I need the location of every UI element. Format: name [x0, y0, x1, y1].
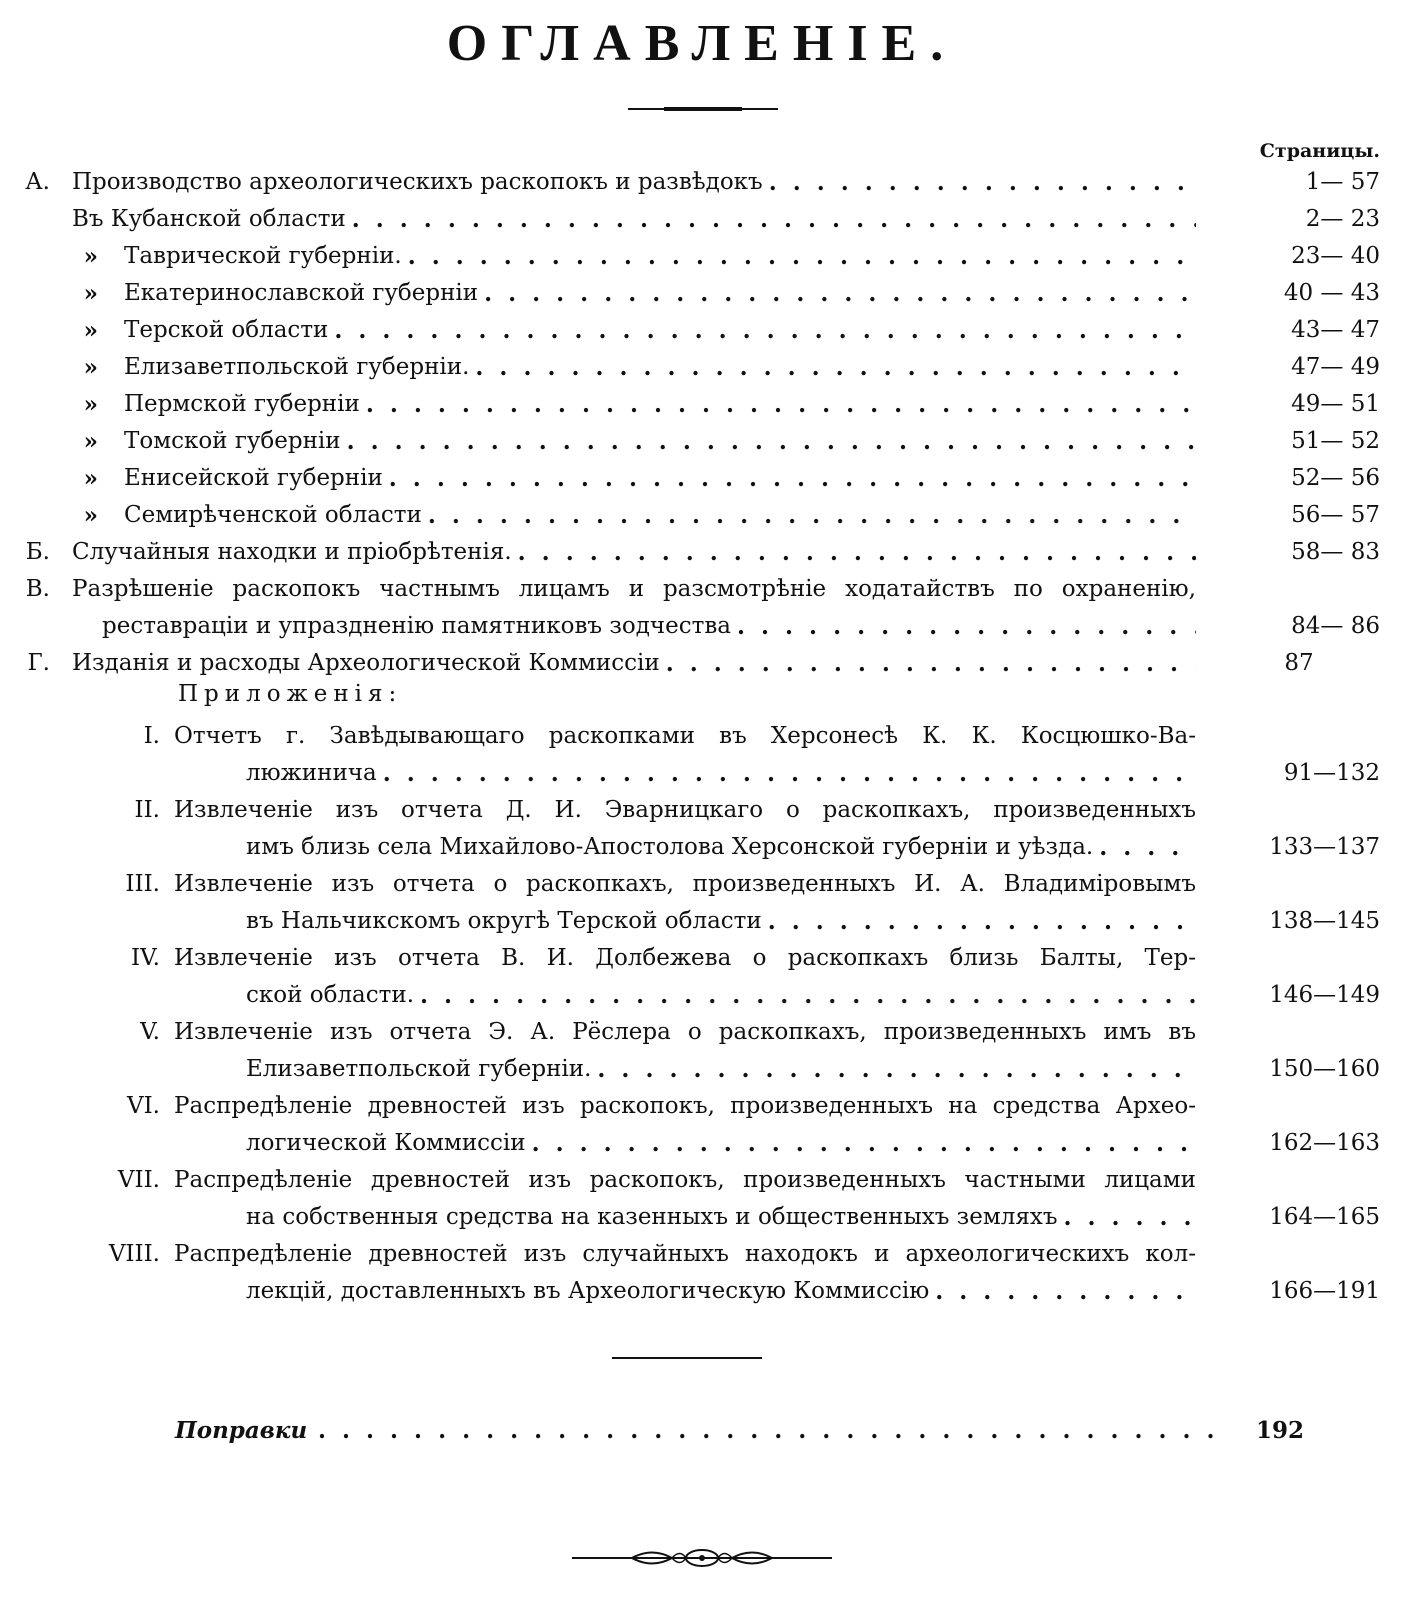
entry-pages: 56— 57: [1291, 502, 1380, 528]
entry-title: ской области.: [246, 982, 415, 1008]
entry-text-wrapper: [72, 571, 1196, 608]
entry-marker: VIII.: [108, 1241, 160, 1267]
toc-line: [0, 1236, 1404, 1273]
ornament-tailpiece: [572, 1545, 832, 1571]
entry-marker: »: [83, 243, 98, 270]
toc-line: [0, 1162, 1404, 1199]
page-title: ОГЛАВЛЕНІЕ.: [446, 15, 958, 72]
entry-text-wrapper: [72, 534, 1196, 571]
entry-title: Извлеченіе изъ отчета о раскопкахъ, произведенныхъ И. А. Владиміровымъ: [174, 871, 1196, 897]
entry-title: Пермской губерніи: [124, 391, 360, 417]
entry-marker: IV.: [131, 945, 160, 971]
toc-line: [0, 718, 1404, 755]
toc-line: [0, 1125, 1404, 1162]
entry-text-wrapper: [124, 497, 1196, 534]
entry-text-wrapper: [124, 238, 1196, 275]
entry-title: Въ Кубанской области: [72, 206, 346, 232]
entry-text-wrapper: [124, 312, 1196, 349]
toc-line: [0, 645, 1404, 682]
entry-title: Отчетъ г. Завѣдывающаго раскопками въ Херсонесѣ К. К. Косцюшко-Ва-: [174, 723, 1196, 749]
toc-line: [0, 423, 1404, 460]
dot-leader: [737, 608, 1196, 645]
toc-line: [0, 1088, 1404, 1125]
toc-line: [0, 608, 1404, 645]
entry-title: Распредѣленіе древностей изъ раскопокъ, произведенныхъ на средства Архео-: [174, 1093, 1196, 1119]
toc-line: [0, 386, 1404, 423]
entry-marker: II.: [134, 797, 160, 823]
entry-pages: 91—132: [1283, 760, 1380, 786]
entry-pages: 150—160: [1269, 1056, 1380, 1082]
entry-text-wrapper: [72, 645, 1196, 682]
entry-text-wrapper: [246, 1051, 1196, 1088]
entry-text-wrapper: [174, 1088, 1196, 1125]
toc-line: [0, 755, 1404, 792]
entry-title: Терской области: [124, 317, 329, 343]
entry-pages: 84— 86: [1291, 613, 1380, 639]
entry-marker: Б.: [25, 539, 50, 565]
entry-title: Извлеченіе изъ отчета Э. А. Рёслера о раскопкахъ, произведенныхъ имъ въ: [174, 1019, 1196, 1045]
entry-title: Екатеринославской губерніи: [124, 280, 479, 306]
entry-pages: 87: [1284, 650, 1314, 676]
entry-title: Извлеченіе изъ отчета Д. И. Эварницкаго о раскопкахъ, произведенныхъ: [174, 797, 1196, 823]
entry-marker: А.: [25, 169, 50, 195]
entry-pages: 1— 57: [1305, 169, 1380, 195]
dot-leader: [484, 275, 1196, 312]
dot-leader: [475, 349, 1196, 386]
entry-pages: 166—191: [1269, 1278, 1380, 1304]
entry-title: Елизаветпольской губерніи.: [246, 1056, 592, 1082]
entry-text-wrapper: [174, 866, 1196, 903]
entry-pages: 51— 52: [1291, 428, 1380, 454]
entry-text-wrapper: [124, 423, 1196, 460]
entry-text-wrapper: [124, 349, 1196, 386]
entry-text-wrapper: [246, 977, 1196, 1014]
entry-title: Распредѣленіе древностей изъ раскопокъ, произведенныхъ частными лицами: [174, 1167, 1196, 1193]
entry-title: Семирѣченской области: [124, 502, 422, 528]
dot-leader: [389, 460, 1196, 497]
dot-leader: [769, 164, 1196, 201]
entry-text-wrapper: [246, 1125, 1196, 1162]
toc-line: [0, 275, 1404, 312]
dot-leader: [318, 1412, 1218, 1449]
entry-marker: »: [83, 317, 98, 344]
toc-line: [0, 940, 1404, 977]
toc-line: [0, 1014, 1404, 1051]
dot-leader: [1099, 829, 1196, 866]
entry-pages: 23— 40: [1291, 243, 1380, 269]
entry-pages: 40 — 43: [1283, 280, 1380, 306]
entry-pages: 58— 83: [1291, 539, 1380, 565]
dot-leader: [597, 1051, 1196, 1088]
toc-line: [0, 238, 1404, 275]
toc-line: [0, 312, 1404, 349]
entry-marker: III.: [125, 871, 160, 897]
entry-text-wrapper: [174, 792, 1196, 829]
entry-title: Извлеченіе изъ отчета В. И. Долбежева о раскопкахъ близь Балты, Тер-: [174, 945, 1196, 971]
entry-marker: В.: [25, 576, 50, 602]
toc-line: [0, 1199, 1404, 1236]
toc-line: [0, 534, 1404, 571]
entry-pages: 43— 47: [1291, 317, 1380, 343]
entry-title: реставраціи и упраздненію памятниковъ зодчества: [102, 613, 732, 639]
toc-line: [0, 792, 1404, 829]
dot-leader: [935, 1273, 1196, 1310]
entry-pages: 2— 23: [1305, 206, 1380, 232]
entry-text-wrapper: [124, 275, 1196, 312]
dot-leader: [383, 755, 1196, 792]
entry-text-wrapper: [174, 1236, 1196, 1273]
entry-title: Распредѣленіе древностей изъ случайныхъ находокъ и археологическихъ кол-: [174, 1241, 1196, 1267]
entry-marker: V.: [140, 1019, 160, 1045]
dot-leader: [428, 497, 1196, 534]
entry-text-wrapper: [246, 903, 1196, 940]
entry-marker: »: [83, 354, 98, 381]
dot-leader: [420, 977, 1196, 1014]
entry-title: въ Нальчикскомъ округѣ Терской области: [246, 908, 762, 934]
entry-title: Изданія и расходы Археологической Коммиссіи: [72, 650, 660, 676]
entry-text-wrapper: [174, 1014, 1196, 1051]
dot-leader: [532, 1125, 1196, 1162]
entry-pages: 133—137: [1269, 834, 1380, 860]
entry-title: Таврической губерніи.: [124, 243, 402, 269]
corrections-pages: 192: [1255, 1417, 1304, 1444]
entry-title: на собственныя средства на казенныхъ и общественныхъ земляхъ: [246, 1204, 1058, 1230]
entry-pages: 47— 49: [1291, 354, 1380, 380]
entry-marker: I.: [143, 723, 160, 749]
toc-line: [0, 866, 1404, 903]
entry-marker: VI.: [126, 1093, 160, 1119]
entry-pages: 49— 51: [1291, 391, 1380, 417]
dot-leader: [334, 312, 1196, 349]
toc-line: [0, 903, 1404, 940]
entry-marker: Г.: [27, 650, 50, 676]
entry-title: Производство археологическихъ раскопокъ и развѣдокъ: [72, 169, 763, 195]
entry-title: имъ близь села Михайлово-Апостолова Херсонской губерніи и уѣзда.: [246, 834, 1094, 860]
toc-line: [0, 201, 1404, 238]
toc-line: [0, 460, 1404, 497]
corrections-entry: [0, 1412, 1404, 1449]
entry-pages: 138—145: [1269, 908, 1380, 934]
entry-marker: »: [83, 428, 98, 455]
toc-line: [0, 1273, 1404, 1310]
corrections-label: Поправки: [175, 1417, 308, 1444]
entry-title: Разрѣшеніе раскопокъ частнымъ лицамъ и разсмотрѣніе ходатайствъ по охраненію,: [72, 576, 1196, 602]
entry-title: Елизаветпольской губерніи.: [124, 354, 470, 380]
entry-pages: 164—165: [1269, 1204, 1380, 1230]
dot-leader: [518, 534, 1196, 571]
dot-leader: [347, 423, 1196, 460]
dot-leader: [352, 201, 1196, 238]
entry-title: Томской губерніи: [124, 428, 341, 454]
dot-leader: [666, 645, 1196, 682]
section-rule: [612, 1357, 762, 1359]
entry-title: Енисейской губерніи: [124, 465, 383, 491]
entry-pages: 52— 56: [1291, 465, 1380, 491]
entry-title: логической Коммиссіи: [246, 1130, 526, 1156]
toc-line: [0, 349, 1404, 386]
entry-marker: VII.: [117, 1167, 160, 1193]
entry-text-wrapper: [124, 460, 1196, 497]
entry-text-wrapper: [72, 164, 1196, 201]
entry-text-wrapper: [72, 201, 1196, 238]
entry-text-wrapper: [246, 755, 1196, 792]
entry-pages: 162—163: [1269, 1130, 1380, 1156]
dot-leader: [768, 903, 1196, 940]
entry-text-wrapper: [102, 608, 1196, 645]
entry-text-wrapper: [246, 1273, 1196, 1310]
entry-text-wrapper: [174, 1162, 1196, 1199]
toc-line: [0, 571, 1404, 608]
entry-title: люжинича: [246, 760, 377, 786]
pages-column-header: Страницы.: [1259, 140, 1380, 162]
toc-line: [0, 164, 1404, 201]
entry-text-wrapper: [246, 829, 1196, 866]
entry-marker: »: [83, 391, 98, 418]
entry-text-wrapper: [124, 386, 1196, 423]
title-rule: [628, 108, 778, 110]
entry-marker: »: [83, 502, 98, 529]
toc-line: [0, 977, 1404, 1014]
toc-line: [0, 829, 1404, 866]
dot-leader: [366, 386, 1196, 423]
entry-marker: »: [83, 280, 98, 307]
entry-text-wrapper: [174, 940, 1196, 977]
entry-text-wrapper: [246, 1199, 1196, 1236]
entry-title: Случайныя находки и пріобрѣтенія.: [72, 539, 512, 565]
entry-marker: »: [83, 465, 98, 492]
appendix-header: Приложенія:: [178, 681, 403, 707]
dot-leader: [408, 238, 1196, 275]
entry-text-wrapper: [174, 718, 1196, 755]
toc-line: [0, 1051, 1404, 1088]
entry-pages: 146—149: [1269, 982, 1380, 1008]
dot-leader: [1063, 1199, 1196, 1236]
toc-line: [0, 497, 1404, 534]
entry-title: лекцій, доставленныхъ въ Археологическую Коммиссію: [246, 1278, 930, 1304]
